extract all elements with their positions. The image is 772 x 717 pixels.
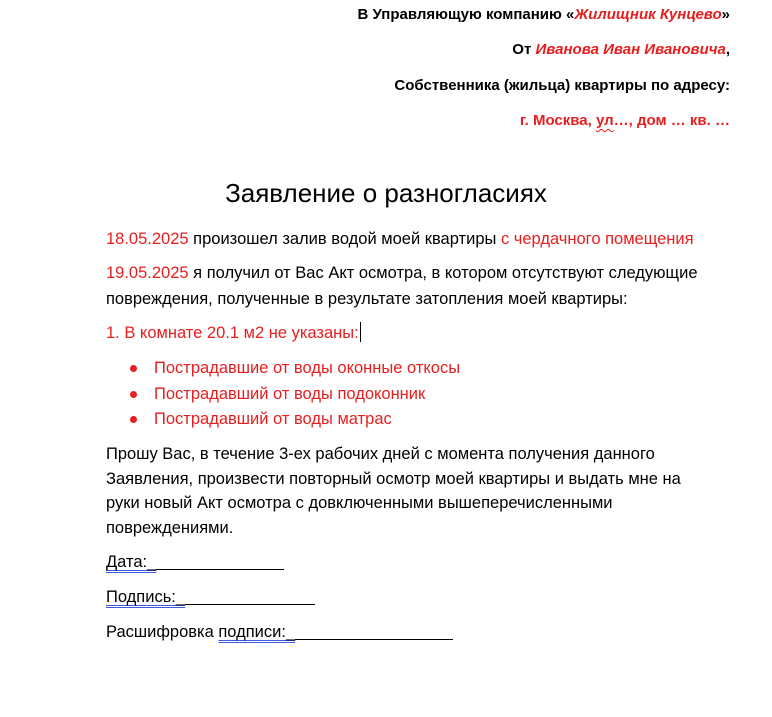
request-line: Заявления, произвести повторный осмотр моей квартиры и выдать мне на <box>106 469 681 488</box>
header-addressee-suffix: » <box>721 6 730 23</box>
date-blank-line <box>156 555 284 570</box>
date-label: Дата:_ <box>106 553 157 571</box>
signature-label: Подпись:_ <box>106 588 186 606</box>
list-item-text: Пострадавший от воды матрас <box>154 410 392 428</box>
signature-blank-line <box>185 590 315 605</box>
damage-list <box>106 356 460 433</box>
header-address-street: ул <box>595 112 614 129</box>
request-paragraph <box>106 442 746 540</box>
paragraph-act-line1 <box>106 260 746 286</box>
request-line: руки новый Акт осмотра с довключенными вышеперечисленными <box>106 494 613 512</box>
header-sender-name: Иванова Иван Ивановича <box>535 41 726 58</box>
flood-date: 18.05.2025 <box>106 230 189 248</box>
document-title: Заявление о разногласиях <box>225 178 547 208</box>
item-room[interactable] <box>106 320 746 346</box>
paragraph-flood-date <box>106 226 746 252</box>
header-company-name: Жилищник Кунцево <box>574 6 722 23</box>
bullet-icon <box>130 391 137 398</box>
paragraph-act-line2: повреждения, полученные в результате затопления моей квартиры: <box>106 290 628 308</box>
signature-decode-field[interactable] <box>106 621 453 643</box>
flood-text: произошел залив водой моей квартиры <box>188 230 501 248</box>
header-address <box>520 112 730 130</box>
header-address-rest: …, дом … кв. … <box>613 112 730 129</box>
list-item-text: Пострадавшие от воды оконные откосы <box>154 359 461 377</box>
item-room-text: 1. В комнате 20.1 м2 не указаны: <box>106 324 359 342</box>
signature-decode-prefix: Расшифровка <box>106 623 219 641</box>
list-item <box>106 382 460 408</box>
request-line: повреждениями. <box>106 518 234 537</box>
flood-source: с чердачного помещения <box>500 230 694 248</box>
header-address-city: г. Москва, <box>519 112 596 129</box>
bullet-icon <box>130 416 137 423</box>
list-item <box>106 407 460 433</box>
list-item-text: Пострадавший от воды подоконник <box>154 384 426 403</box>
signature-decode-blank-line <box>295 625 453 640</box>
text-cursor <box>360 322 361 342</box>
act-date: 19.05.2025 <box>106 264 189 282</box>
date-field[interactable] <box>106 551 284 573</box>
header-addressee <box>358 6 730 24</box>
header-owner-label: Собственника (жильца) квартиры по адресу: <box>394 77 730 94</box>
request-line: Прошу Вас, в течение 3-ех рабочих дней с момента получения данного <box>106 445 655 463</box>
header-addressee-prefix: В Управляющую компанию « <box>357 6 575 23</box>
act-text-line1: я получил от Вас Акт осмотра, в котором отсутствуют следующие <box>188 264 698 282</box>
header-sender <box>512 41 730 59</box>
bullet-icon <box>130 365 137 372</box>
signature-decode-word: подписи:_ <box>218 623 296 641</box>
list-item <box>106 356 460 382</box>
signature-field[interactable] <box>106 586 315 608</box>
header-sender-suffix: , <box>725 41 730 58</box>
header-sender-prefix: От <box>512 41 536 58</box>
